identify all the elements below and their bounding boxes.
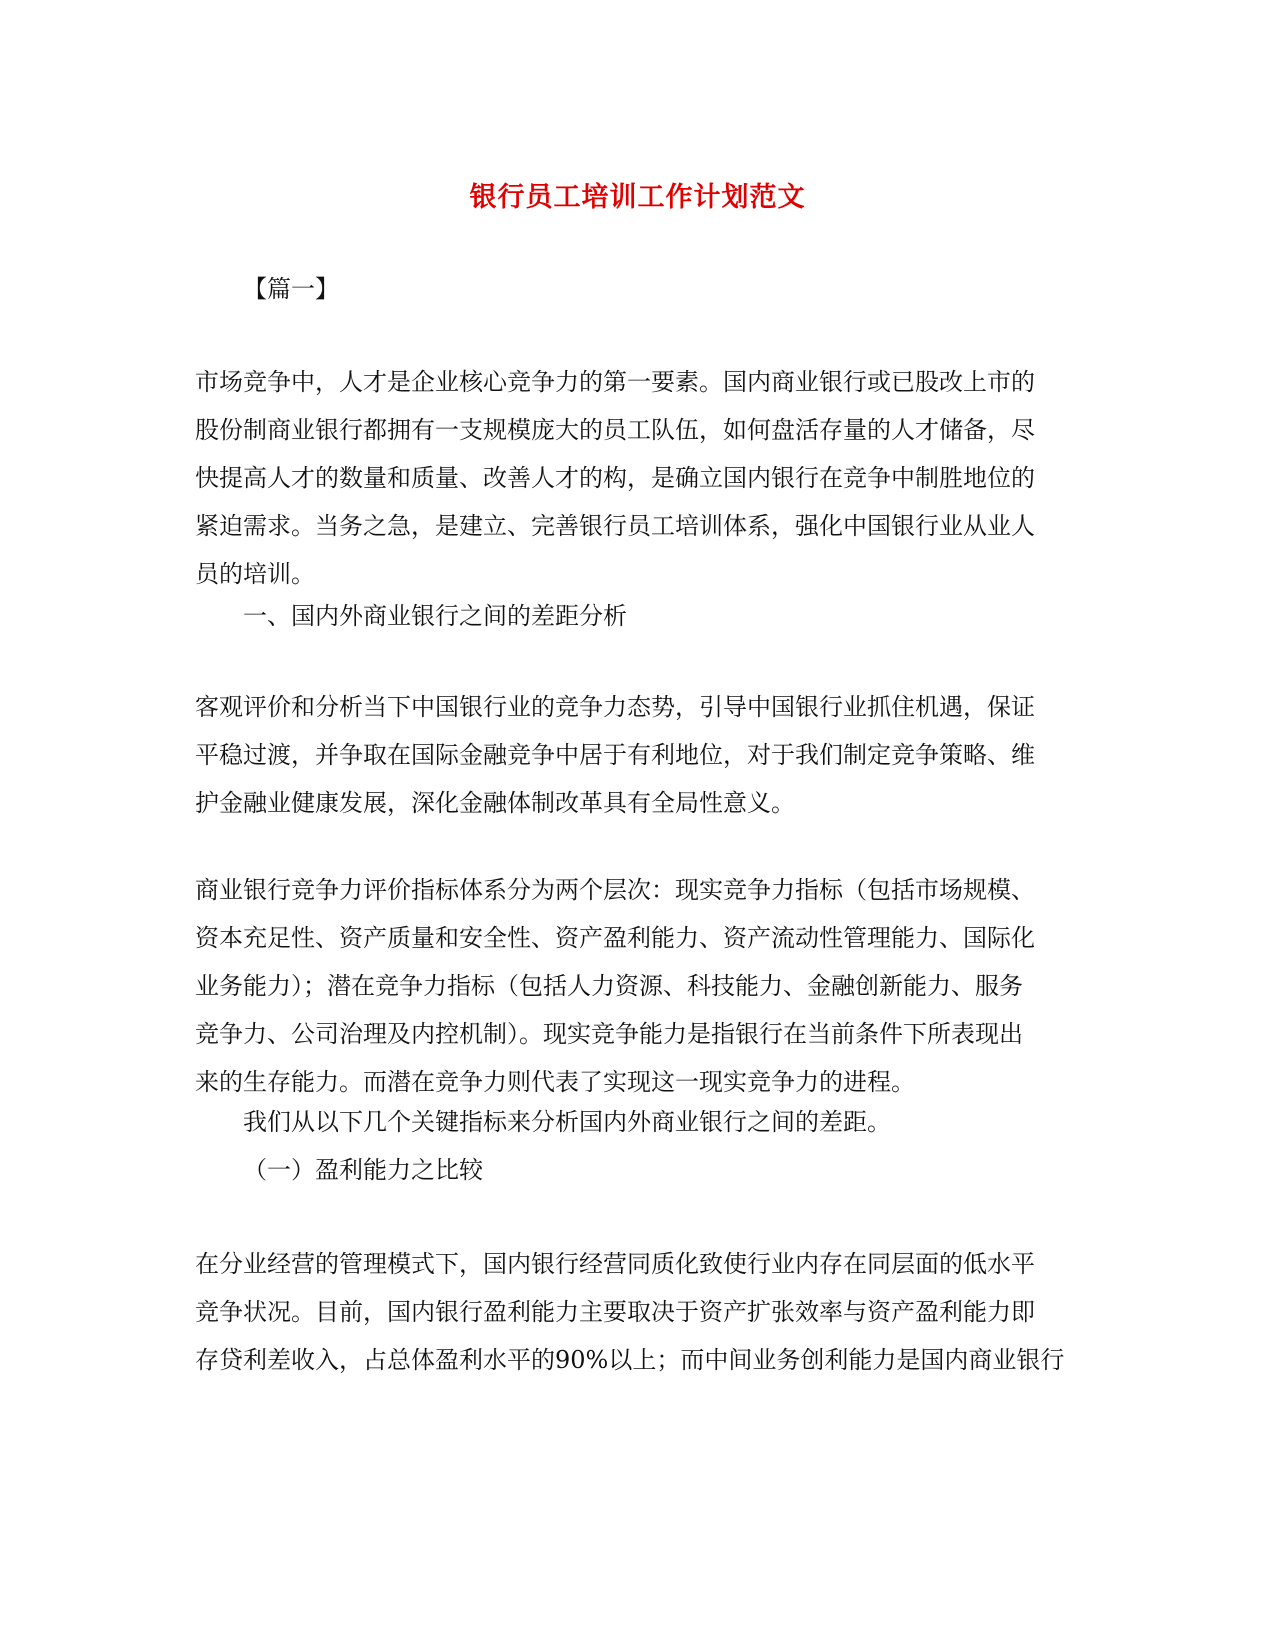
paragraph-line: 紧迫需求。当务之急，是建立、完善银行员工培训体系，强化中国银行业从业人 [195,512,1035,540]
paragraph-line: 资本充足性、资产质量和安全性、资产盈利能力、资产流动性管理能力、国际化 [195,924,1035,952]
paragraph-4 [195,1098,1075,1194]
paragraph-2 [195,683,1075,827]
heading-1-block [195,592,1075,640]
paragraph-line: 快提高人才的数量和质量、改善人才的构，是确立国内银行在竞争中制胜地位的 [195,464,1035,492]
paragraph-line: 竞争力、公司治理及内控机制）。现实竞争能力是指银行在当前条件下所表现出 [195,1020,1023,1048]
paragraph-line: 我们从以下几个关键指标来分析国内外商业银行之间的差距。 [243,1108,891,1136]
paragraph-5 [195,1240,1075,1384]
paragraph-line: 客观评价和分析当下中国银行业的竞争力态势，引导中国银行业抓住机遇，保证 [195,693,1035,721]
paragraph-line: 在分业经营的管理模式下，国内银行经营同质化致使行业内存在同层面的低水平 [195,1250,1035,1278]
paragraph-1 [195,358,1075,598]
paragraph-line: 股份制商业银行都拥有一支规模庞大的员工队伍，如何盘活存量的人才储备，尽 [195,416,1035,444]
paragraph-line: 来的生存能力。而潜在竞争力则代表了实现这一现实竞争力的进程。 [195,1068,915,1096]
paragraph-line: 存贷利差收入，占总体盈利水平的90%以上；而中间业务创利能力是国内商业银行 [195,1346,1065,1374]
paragraph-3 [195,866,1075,1106]
section-heading: 一、国内外商业银行之间的差距分析 [243,602,627,630]
document-title: 银行员工培训工作计划范文 [469,182,806,213]
paragraph-line: 业务能力）；潜在竞争力指标（包括人力资源、科技能力、金融创新能力、服务 [195,972,1023,1000]
paragraph-line: 护金融业健康发展，深化金融体制改革具有全局性意义。 [195,789,795,817]
paragraph-line: 市场竞争中，人才是企业核心竞争力的第一要素。国内商业银行或已股改上市的 [195,368,1035,396]
paragraph-line: 商业银行竞争力评价指标体系分为两个层次：现实竞争力指标（包括市场规模、 [195,876,1035,904]
section-tag-block [195,265,1075,313]
paragraph-line: 员的培训。 [195,560,315,588]
section-heading: （一）盈利能力之比较 [243,1156,483,1184]
paragraph-line: 平稳过渡，并争取在国际金融竞争中居于有利地位，对于我们制定竞争策略、维 [195,741,1035,769]
section-tag: 【篇一】 [243,275,339,303]
paragraph-line: 竞争状况。目前，国内银行盈利能力主要取决于资产扩张效率与资产盈利能力即 [195,1298,1035,1326]
